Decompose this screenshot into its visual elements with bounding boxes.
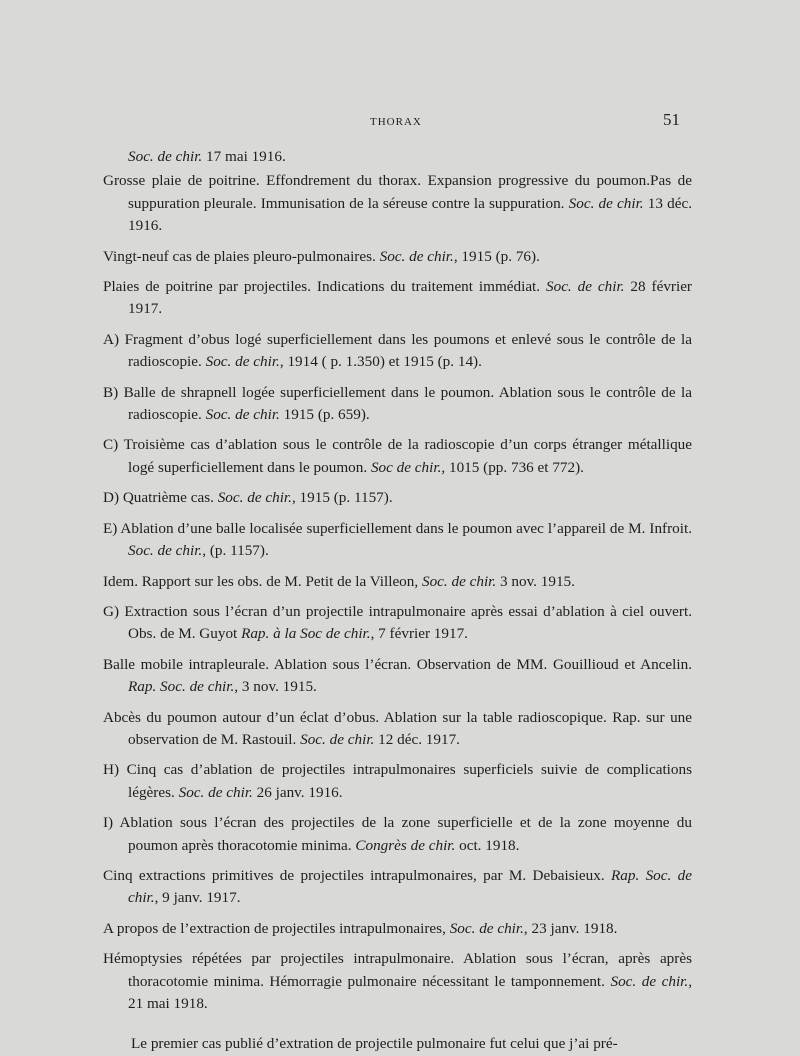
- citation-source: Soc. de chir.: [128, 148, 203, 165]
- closing-paragraph: Le premier cas publié d’extration de projectile pulmonaire fut celui que j’ai pré-: [131, 1035, 618, 1053]
- entry-text: , 3 nov. 1915.: [234, 678, 317, 696]
- entry-text: 3 nov. 1915.: [496, 572, 575, 590]
- page-number: 51: [663, 110, 680, 129]
- entry-text: Cinq extractions primitives de projectiles intrapulmonaires, par M. Debaisieux.: [103, 866, 611, 884]
- bibliography-entry: [103, 487, 692, 509]
- bibliography-entry: [103, 434, 692, 479]
- bibliography-list: [0, 146, 800, 1056]
- entry-text: Balle mobile intrapleurale. Ablation sous l’écran. Observation de MM. Gouillioud et Ancelin.: [103, 655, 692, 673]
- running-title: THORAX: [370, 116, 422, 128]
- entry-text: A) Fragment d’obus logé superficiellement dans les poumons et enlevé sous le contrôle de la radioscopie.: [103, 330, 692, 371]
- entry-text: , 1915 (p. 1157).: [291, 489, 393, 507]
- bibliography-entry: [103, 601, 692, 646]
- bibliography-entry: [103, 918, 692, 940]
- entry-text: I) Ablation sous l’écran des projectiles de la zone superficielle et de la zone moyenne du poumon après thoracotomie minima.: [103, 814, 692, 854]
- entry-text: 26 janv. 1916.: [252, 783, 343, 801]
- entry-text: 1915 (p. 659).: [279, 406, 370, 424]
- entry-text: Plaies de poitrine par projectiles. Indications du traitement immédiat.: [103, 278, 546, 296]
- entry-text: A propos de l’extraction de projectiles intrapulmonaires,: [103, 919, 450, 937]
- entry-text: 28 février 1917.: [128, 278, 692, 318]
- bibliography-entry: [103, 865, 692, 910]
- entry-text: , (p. 1157).: [202, 542, 269, 560]
- bibliography-entry: [103, 759, 692, 804]
- bibliography-entry: [103, 382, 692, 427]
- entry-text: , 23 janv. 1918.: [523, 919, 618, 937]
- entry-text: Vingt-neuf cas de plaies pleuro-pulmonaires.: [103, 247, 380, 265]
- entry-text: D) Quatrième cas.: [103, 489, 218, 507]
- entry-text: , 9 janv. 1917.: [154, 889, 241, 907]
- entry-text: Abcès du poumon autour d’un éclat d’obus. Ablation sur la table radioscopique. Rap. sur une observation de M. Rastouil.: [103, 708, 692, 748]
- citation-source: Soc. de chir.: [421, 572, 497, 590]
- citation-source: Soc. de chir.: [568, 194, 644, 212]
- page-header: [0, 110, 800, 134]
- bibliography-entry: [103, 518, 692, 563]
- entry-text: , 1915 (p. 76).: [453, 247, 540, 265]
- citation-source: Soc. de chir.: [178, 783, 253, 801]
- entry-text: 17 mai 1916.: [202, 148, 286, 165]
- citation-source: Congrès de chir.: [355, 836, 456, 854]
- citation-source: Soc. de chir.: [610, 972, 689, 990]
- citation-source: Soc. de chir.: [205, 353, 280, 371]
- entry-text: , 21 mai 1918.: [128, 972, 692, 1012]
- entry-text: , 7 février 1917.: [370, 625, 468, 643]
- bibliography-entry: [103, 707, 692, 752]
- bibliography-entry: [103, 571, 692, 593]
- citation-source: Soc. de chir.: [449, 919, 524, 937]
- entry-text: B) Balle de shrapnell logée superficiellement dans le poumon. Ablation sous le contrôle de la radioscopie.: [103, 383, 692, 424]
- bibliography-entry: [103, 276, 692, 321]
- bibliography-entry: [103, 812, 692, 857]
- entry-text: , 1015 (pp. 736 et 772).: [441, 458, 584, 476]
- entry-text: 13 déc. 1916.: [128, 194, 692, 235]
- bibliography-entry: [103, 246, 692, 268]
- entry-text: , 1914 ( p. 1.350) et 1915 (p. 14).: [279, 353, 482, 371]
- bibliography-entry: [128, 146, 692, 168]
- citation-source: Rap. Soc. de chir.: [128, 678, 235, 696]
- entry-text: H) Cinq cas d’ablation de projectiles intrapulmonaires superficiels suivie de complications légères.: [103, 761, 692, 801]
- citation-source: Soc de chir.: [370, 458, 442, 476]
- bibliography-entry: [103, 654, 692, 699]
- entry-text: E) Ablation d’une balle localisée superficiellement dans le poumon avec l’appareil de M. Infroit.: [103, 519, 692, 537]
- entry-text: C) Troisième cas d’ablation sous le contrôle de la radioscopie d’un corps étranger métallique logé superficiellement dans le poumon.: [103, 436, 692, 476]
- citation-source: Soc. de chir.: [128, 542, 203, 560]
- citation-source: Soc. de chir.: [205, 406, 280, 424]
- entry-text: Grosse plaie de poitrine. Effondrement du thorax. Expansion progressive du poumon.Pas de suppuration pleurale. Immunisation de la séreuse contre la suppuration.: [103, 172, 692, 212]
- entry-text: Hémoptysies répétées par projectiles intrapulmonaire. Ablation sous l’écran, après après thoracotomie minima. Hémorragie pulmonaire nécessitant le tamponnement.: [103, 950, 692, 990]
- entry-text: G) Extraction sous l’écran d’un projectile intrapulmonaire après essai d’ablation à ciel ouvert. Obs. de M. Guyot: [103, 602, 692, 643]
- citation-source: Rap. Soc. de chir.: [128, 866, 692, 907]
- entry-text: Idem. Rapport sur les obs. de M. Petit de la Villeon,: [103, 572, 422, 590]
- bibliography-entry: [103, 170, 692, 237]
- citation-source: Soc. de chir.: [300, 730, 375, 748]
- entry-text: oct. 1918.: [455, 836, 520, 854]
- bibliography-entry: [103, 329, 692, 374]
- citation-source: Soc. de chir.: [546, 278, 625, 296]
- citation-source: Soc. de chir.: [217, 489, 292, 507]
- bibliography-entry: [103, 948, 692, 1015]
- citation-source: Soc. de chir.: [379, 247, 454, 265]
- entries-container: [0, 146, 800, 1015]
- citation-source: Rap. à la Soc de chir.: [241, 625, 371, 643]
- entry-text: 12 déc. 1917.: [374, 730, 460, 748]
